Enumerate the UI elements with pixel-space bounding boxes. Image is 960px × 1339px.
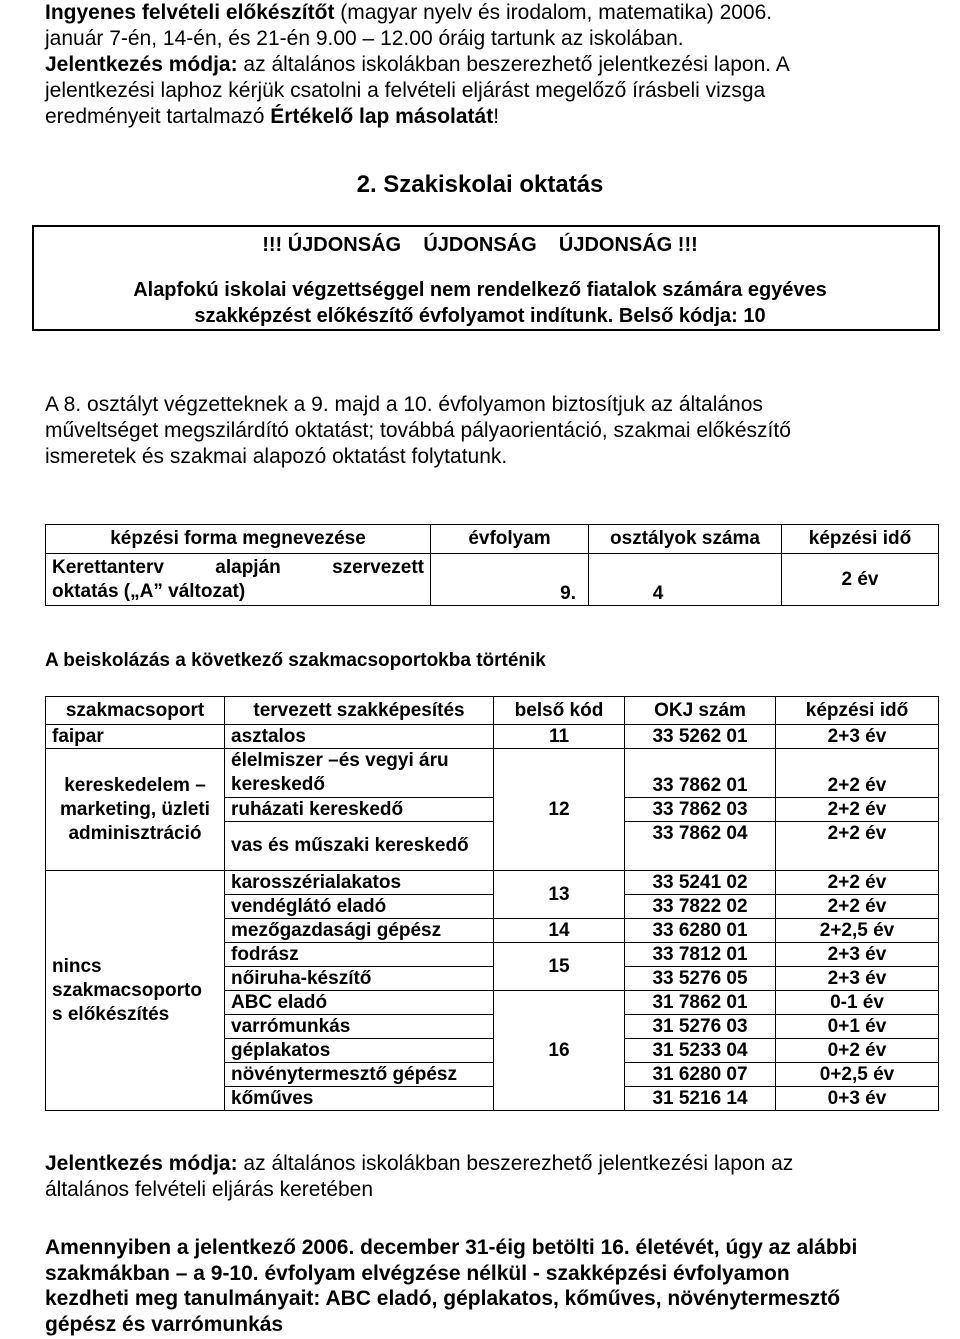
duration-cell: 0+3 év <box>776 1087 939 1111</box>
duration-cell: 0+2,5 év <box>776 1063 939 1087</box>
qualification-cell: növénytermesztő gépész <box>225 1063 494 1087</box>
table1-row <box>46 554 939 606</box>
table2-header-code: belső kód <box>494 697 625 725</box>
okj-cell: 33 7862 04 <box>625 822 776 871</box>
group2-line-1: kereskedelem – <box>64 774 206 796</box>
qualification-cell: ABC eladó <box>225 991 494 1015</box>
table1-duration-cell: 2 év <box>782 554 939 606</box>
duration-cell: 2+3 év <box>776 967 939 991</box>
notice-line-1: Alapfokú iskolai végzettséggel nem rendelkező fiatalok számára egyéves <box>133 279 827 301</box>
qualification-cell: kőműves <box>225 1087 494 1111</box>
okj-cell: 31 7862 01 <box>625 991 776 1015</box>
okj-cell: 33 7862 03 <box>625 798 776 822</box>
qualification-cell: varrómunkás <box>225 1015 494 1039</box>
okj-cell: 31 5276 03 <box>625 1015 776 1039</box>
duration-cell: 2+2 év <box>776 749 939 798</box>
footer2-line-1: Amennyiben a jelentkező 2006. december 31-éig betölti 16. életévét, úgy az alábbi <box>45 1236 858 1259</box>
code-cell: 16 <box>494 991 625 1111</box>
okj-cell: 33 6280 01 <box>625 919 776 943</box>
qualification-cell: mezőgazdasági gépész <box>225 919 494 943</box>
group-cell-faipar: faipar <box>46 725 225 749</box>
duration-cell: 0-1 év <box>776 991 939 1015</box>
intro-rest-3: az általános iskolákban beszerezhető jelentkezési lapon. A <box>237 53 790 76</box>
intro-rest-1: (magyar nyelv és irodalom, matematika) 2006. <box>334 1 773 24</box>
table2-header-group: szakmacsoport <box>46 697 225 725</box>
training-form-table <box>45 524 939 606</box>
table1-classes-cell: 4 <box>589 554 782 606</box>
table2-header-qualification: tervezett szakképesítés <box>225 697 494 725</box>
section-title: 2. Szakiskolai oktatás <box>356 171 604 198</box>
table1-form-line2: oktatás („A” változat) <box>52 580 246 602</box>
footer1-bold: Jelentkezés módja: <box>45 1152 238 1175</box>
group-cell-kereskedelem <box>46 749 225 871</box>
intro-line-1 <box>45 0 929 26</box>
qualification-cell: karosszérialakatos <box>225 871 494 895</box>
table-row <box>46 749 939 798</box>
group3-line-1: nincs <box>52 955 102 977</box>
duration-cell: 2+2 év <box>776 895 939 919</box>
notice-line-2: szakképzést előkészítő évfolyamot indítunk. Belső kódja: 10 <box>194 305 766 327</box>
table1-header-classes: osztályok száma <box>589 525 782 554</box>
footer-age-notice <box>45 1235 929 1337</box>
footer2-line-4: gépész és varrómunkás <box>45 1312 284 1336</box>
qualification-cell: ruházati kereskedő <box>225 798 494 822</box>
program-paragraph <box>45 392 929 470</box>
duration-cell: 2+3 év <box>776 943 939 967</box>
group3-line-2: szakmacsoporto <box>52 979 202 1001</box>
table1-header-grade: évfolyam <box>431 525 589 554</box>
code-cell: 14 <box>494 919 625 943</box>
intro-rest-5: eredményeit tartalmazó <box>45 105 271 128</box>
okj-cell: 33 5276 05 <box>625 967 776 991</box>
group2-line-3: adminisztráció <box>68 822 202 844</box>
table1-header-duration: képzési idő <box>782 525 939 554</box>
code-cell: 11 <box>494 725 625 749</box>
duration-cell: 2+2,5 év <box>776 919 939 943</box>
duration-cell: 0+1 év <box>776 1015 939 1039</box>
footer1-rest: az általános iskolákban beszerezhető jelentkezési lapon az <box>237 1152 794 1175</box>
table-row <box>46 871 939 895</box>
duration-cell: 0+2 év <box>776 1039 939 1063</box>
code-cell: 13 <box>494 871 625 919</box>
group2-line-2: marketing, üzleti <box>60 798 210 820</box>
intro-line-4: jelentkezési laphoz kérjük csatolni a felvételi eljárást megelőző írásbeli vizsga <box>45 79 766 102</box>
duration-cell: 2+2 év <box>776 822 939 871</box>
table1-header-form: képzési forma megnevezése <box>46 525 431 554</box>
program-line-3: ismeretek és szakmai alapozó oktatást folytatunk. <box>45 445 508 468</box>
okj-cell: 33 7862 01 <box>625 749 776 798</box>
okj-cell: 31 6280 07 <box>625 1063 776 1087</box>
qualification-cell: vendéglátó eladó <box>225 895 494 919</box>
footer1-line-2: általános felvételi eljárás keretében <box>45 1178 374 1201</box>
program-line-1: A 8. osztályt végzetteknek a 9. majd a 10. évfolyamon biztosítjuk az általános <box>45 393 763 416</box>
okj-cell: 33 5241 02 <box>625 871 776 895</box>
intro-line-3 <box>45 52 929 78</box>
qualification-cell: élelmiszer –és vegyi áru kereskedő <box>225 749 494 798</box>
notice-headline: !!! ÚJDONSÁG ÚJDONSÁG ÚJDONSÁG !!! <box>262 234 698 256</box>
table2-title: A beiskolázás a következő szakmacsoportokba történik <box>45 650 546 671</box>
intro-bold-5: Értékelő lap másolatát <box>270 105 494 128</box>
okj-cell: 31 5216 14 <box>625 1087 776 1111</box>
okj-cell: 33 5262 01 <box>625 725 776 749</box>
qualification-cell: géplakatos <box>225 1039 494 1063</box>
okj-cell: 33 7822 02 <box>625 895 776 919</box>
okj-cell: 31 5233 04 <box>625 1039 776 1063</box>
footer1-line-1 <box>45 1151 929 1177</box>
code-cell: 15 <box>494 943 625 991</box>
group-cell-nincs <box>46 871 225 1111</box>
okj-cell: 33 7812 01 <box>625 943 776 967</box>
duration-cell: 2+3 év <box>776 725 939 749</box>
intro-line-2: január 7-én, 14-én, és 21-én 9.00 – 12.00 óráig tartunk az iskolában. <box>45 27 684 50</box>
qualification-cell: nőiruha-készítő <box>225 967 494 991</box>
footer2-line-2: szakmákban – a 9-10. évfolyam elvégzése nélkül - szakképzési évfolyamon <box>45 1261 790 1285</box>
intro-paragraph <box>45 0 929 130</box>
qualification-cell: fodrász <box>225 943 494 967</box>
intro-end-5: ! <box>493 105 500 128</box>
table1-form-cell <box>46 554 431 606</box>
intro-line-5 <box>45 104 929 130</box>
table1-grade-cell: 9. <box>431 554 589 606</box>
table1-header-row <box>46 525 939 554</box>
intro-bold-3: Jelentkezés módja: <box>45 53 238 76</box>
footer2-line-3: kezdheti meg tanulmányait: ABC eladó, géplakatos, kőműves, növénytermesztő <box>45 1287 841 1310</box>
table2-header-duration: képzési idő <box>776 697 939 725</box>
table2-header-okj: OKJ szám <box>625 697 776 725</box>
duration-cell: 2+2 év <box>776 871 939 895</box>
qualification-cell: asztalos <box>225 725 494 749</box>
code-cell: 12 <box>494 749 625 871</box>
trade-groups-table <box>45 696 939 1111</box>
duration-cell: 2+2 év <box>776 798 939 822</box>
footer-application <box>45 1151 929 1203</box>
table-row <box>46 725 939 749</box>
group3-line-3: s előkészítés <box>52 1003 170 1025</box>
qualification-cell: vas és műszaki kereskedő <box>225 822 494 871</box>
table2-header-row <box>46 697 939 725</box>
intro-bold-1: Ingyenes felvételi előkészítőt <box>45 1 335 24</box>
table1-form-line1: Kerettanterv alapján szervezett <box>52 556 424 578</box>
program-line-2: műveltséget megszilárdító oktatást; továbbá pályaorientáció, szakmai előkészítő <box>45 419 791 442</box>
